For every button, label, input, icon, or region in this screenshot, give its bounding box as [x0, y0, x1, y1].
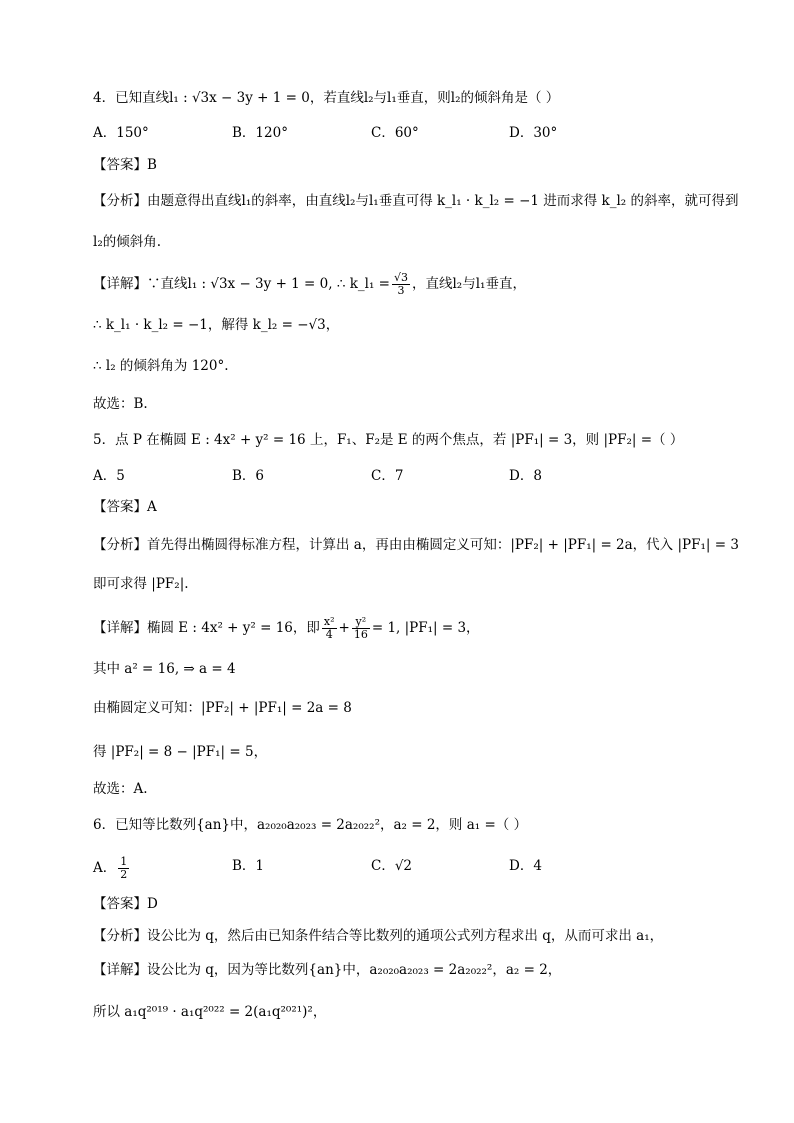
q5-answer: 【答案】A [93, 499, 157, 515]
q5-fraction-x [322, 616, 337, 641]
q5-detail-text-a: 【详解】椭圆 E : 4x² + y² = 16，即 [93, 620, 320, 636]
q5-fraction-x-numerator: x² [323, 615, 335, 628]
q5-fraction-y-numerator: y² [352, 616, 370, 629]
q4-option-d: D．30° [509, 125, 558, 141]
q4-slope-fraction [392, 272, 410, 297]
q5-analysis-line-1: 【分析】首先得出椭圆得标准方程，计算出 a，再由由椭圆定义可知：|PF₂| + |PF₁| = 2a，代入 |PF₁| = 3 [93, 537, 739, 553]
q5-options [93, 466, 613, 486]
q6-option-c: C．√2 [371, 858, 413, 874]
q4-choose: 故选：B. [93, 396, 148, 412]
q5-detail-text-b: = 1, |PF₁| = 3， [371, 620, 480, 636]
q5-choose: 故选：A. [93, 781, 148, 797]
q5-fraction-y [352, 616, 370, 641]
q4-option-c: C．60° [371, 125, 419, 141]
q4-slope-denominator: 3 [397, 284, 405, 297]
q6-option-d: D．4 [509, 858, 542, 874]
q5-detail-line-1 [93, 616, 480, 641]
q4-slope-numerator: √3 [393, 271, 408, 284]
q5-detail-line-3: 由椭圆定义可知：|PF₂| + |PF₁| = 2a = 8 [93, 700, 352, 716]
q4-option-a: A．150° [93, 125, 149, 141]
q5-analysis-line-2: 即可求得 |PF₂|. [93, 576, 189, 592]
q6-answer: 【答案】D [93, 896, 158, 912]
q4-detail-text-a: 【详解】∵直线l₁ : √3x − 3y + 1 = 0, ∴ k_l₁ = [93, 276, 390, 292]
q4-detail-line-3: ∴ l₂ 的倾斜角为 120°. [93, 358, 229, 374]
q4-detail-line-2: ∴ k_l₁ · k_l₂ = −1，解得 k_l₂ = −√3， [93, 317, 340, 333]
q5-detail-line-2: 其中 a² = 16, ⇒ a = 4 [93, 661, 236, 677]
q6-detail-line-2: 所以 a₁q²⁰¹⁹ · a₁q²⁰²² = 2(a₁q²⁰²¹)²， [93, 1004, 327, 1020]
q5-stem: 5．点 P 在椭圆 E : 4x² + y² = 16 上，F₁、F₂是 E 的两个焦点，若 |PF₁| = 3，则 |PF₂| =（ ） [93, 432, 684, 448]
q5-fraction-x-denominator: 4 [325, 628, 333, 641]
q6-options [93, 855, 613, 881]
q5-detail-line-4: 得 |PF₂| = 8 − |PF₁| = 5， [93, 744, 268, 760]
q5-option-b: B．6 [232, 468, 265, 484]
q4-detail-text-b: ，直线l₂与l₁垂直， [411, 276, 526, 292]
q4-options [93, 123, 613, 143]
q4-analysis-line-2: l₂的倾斜角. [93, 234, 162, 250]
q6-option-a-fraction [118, 856, 129, 881]
q5-option-a: A．5 [93, 468, 125, 484]
q5-option-d: D．8 [509, 468, 542, 484]
q6-detail-line-1: 【详解】设公比为 q，因为等比数列{an}中，a₂₀₂₀a₂₀₂₃ = 2a₂₀₂₂²，a₂ = 2， [93, 962, 562, 978]
q4-detail-line-1 [93, 272, 526, 297]
q6-option-a-prefix: A． [93, 860, 117, 876]
q6-option-b: B．1 [232, 858, 265, 874]
q5-option-c: C．7 [371, 468, 404, 484]
q4-analysis-line-1: 【分析】由题意得出直线l₁的斜率，由直线l₂与l₁垂直可得 k_l₁ · k_l₂ = −1 进而求得 k_l₂ 的斜率，就可得到 [93, 193, 739, 209]
q4-stem: 4．已知直线l₁ : √3x − 3y + 1 = 0，若直线l₂与l₁垂直，则l₂的倾斜角是（ ） [93, 90, 560, 106]
q5-fraction-y-denominator: 16 [353, 628, 368, 641]
q5-plus-sign: + [338, 620, 350, 636]
q4-answer: 【答案】B [93, 157, 157, 173]
q6-stem: 6．已知等比数列{an}中，a₂₀₂₀a₂₀₂₃ = 2a₂₀₂₂²，a₂ = 2，则 a₁ =（ ） [93, 817, 528, 833]
q6-option-a-numerator: 1 [120, 855, 128, 868]
q6-option-a [93, 856, 131, 881]
q6-option-a-denominator: 2 [120, 868, 128, 881]
q6-analysis-line-1: 【分析】设公比为 q，然后由已知条件结合等比数列的通项公式列方程求出 q，从而可求出 a₁， [93, 928, 664, 944]
q4-option-b: B．120° [232, 125, 288, 141]
